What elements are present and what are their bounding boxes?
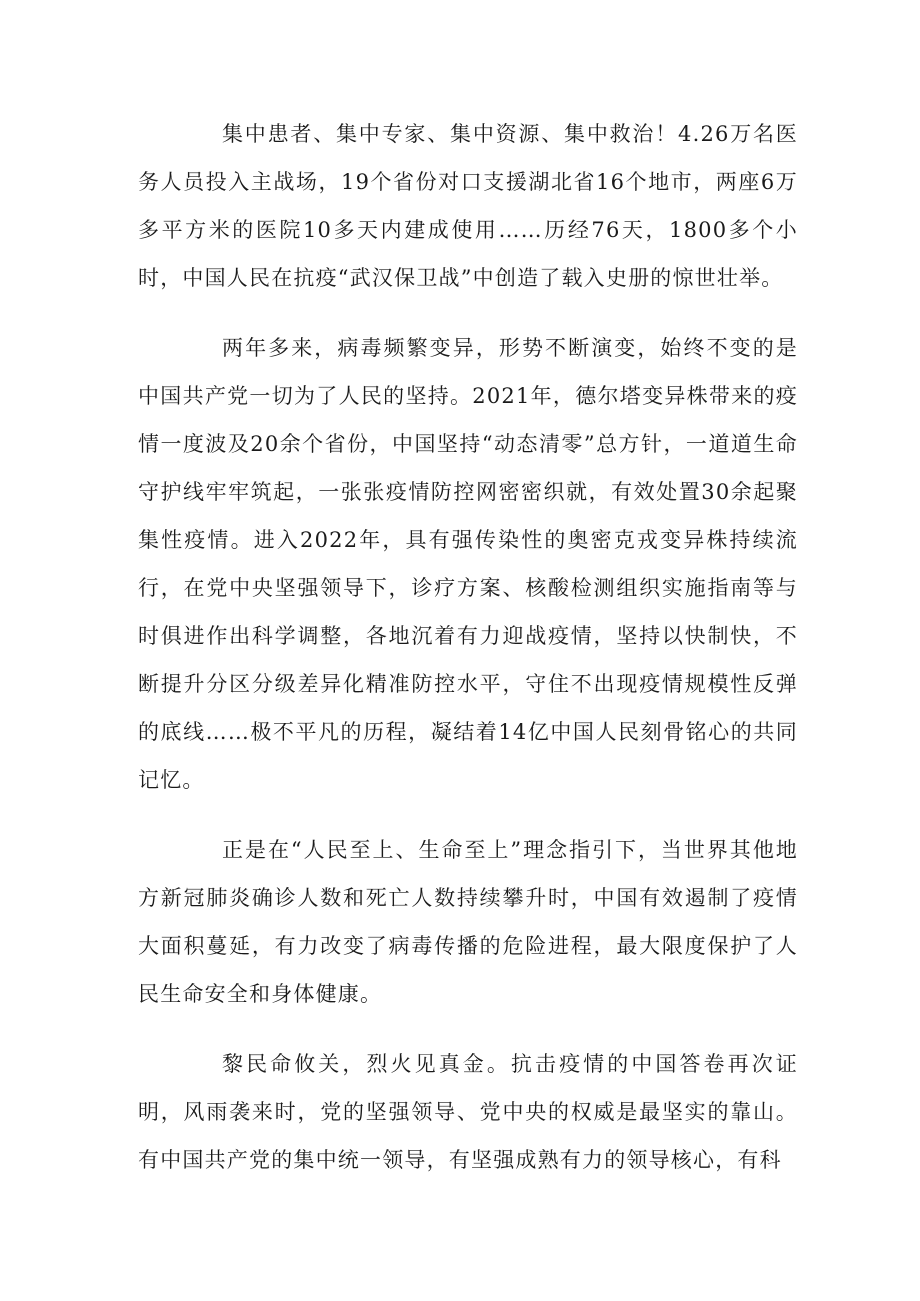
document-body: [138, 110, 798, 1206]
paragraph-1: 集中患者、集中专家、集中资源、集中救治！4.26万名医务人员投入主战场，19个省份对口支援湖北省16个地市，两座6万多平方米的医院10多天内建成使用……历经76天，1800多个小时，中国人民在抗疫“武汉保卫战”中创造了载入史册的惊世壮举。: [138, 122, 798, 290]
paragraph-2: 两年多来，病毒频繁变异，形势不断演变，始终不变的是中国共产党一切为了人民的坚持。2021年，德尔塔变异株带来的疫情一度波及20余个省份，中国坚持“动态清零”总方针，一道道生命守护线牢牢筑起，一张张疫情防控网密密织就，有效处置30余起聚集性疫情。进入2022年，具有强传染性的奥密克戎变异株持续流行，在党中央坚强领导下，诊疗方案、核酸检测组织实施指南等与时俱进作出科学调整，各地沉着有力迎战疫情，坚持以快制快，不断提升分区分级差异化精准防控水平，守住不出现疫情规模性反弹的底线……极不平凡的历程，凝结着14亿中国人民刻骨铭心的共同记忆。: [138, 336, 798, 792]
paragraph-4: 黎民命攸关，烈火见真金。抗击疫情的中国答卷再次证明，风雨袭来时，党的坚强领导、党中央的权威是最坚实的靠山。有中国共产党的集中统一领导，有坚强成熟有力的领导核心，有科: [138, 1052, 798, 1172]
paragraph-3: 正是在“人民至上、生命至上”理念指引下，当世界其他地方新冠肺炎确诊人数和死亡人数持续攀升时，中国有效遏制了疫情大面积蔓延，有力改变了病毒传播的危险进程，最大限度保护了人民生命安全和身体健康。: [138, 838, 798, 1006]
